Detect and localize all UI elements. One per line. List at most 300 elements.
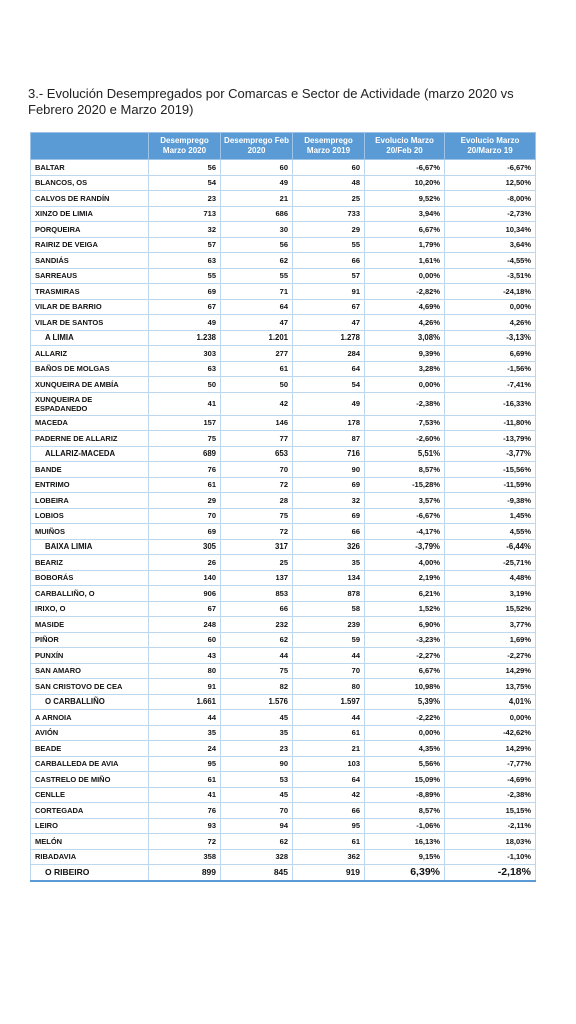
- municipality-cell: XUNQUEIRA DE AMBÍA: [31, 377, 149, 393]
- marzo-2019-cell: 61: [293, 834, 365, 850]
- evolucion-marzo-cell: -11,80%: [445, 415, 536, 431]
- feb-2020-cell: 328: [221, 849, 293, 865]
- municipality-cell: BAÑOS DE MOLGAS: [31, 361, 149, 377]
- evolucion-feb-cell: 16,13%: [365, 834, 445, 850]
- table-row: [31, 679, 536, 695]
- municipality-cell: CARBALLEDA DE AVIA: [31, 756, 149, 772]
- marzo-2020-cell: 1.238: [149, 330, 221, 346]
- table-row: [31, 346, 536, 362]
- marzo-2019-cell: 35: [293, 555, 365, 571]
- evolucion-marzo-cell: 12,50%: [445, 175, 536, 191]
- evolucion-marzo-cell: 1,69%: [445, 632, 536, 648]
- evolucion-feb-cell: 2,19%: [365, 570, 445, 586]
- evolucion-marzo-cell: 4,01%: [445, 694, 536, 710]
- evolucion-marzo-cell: -2,73%: [445, 206, 536, 222]
- evolucion-marzo-cell: -7,41%: [445, 377, 536, 393]
- feb-2020-cell: 82: [221, 679, 293, 695]
- marzo-2020-cell: 91: [149, 679, 221, 695]
- table-row: [31, 191, 536, 207]
- marzo-2019-cell: 64: [293, 772, 365, 788]
- municipality-cell: CASTRELO DE MIÑO: [31, 772, 149, 788]
- evolucion-feb-cell: 0,00%: [365, 377, 445, 393]
- feb-2020-cell: 232: [221, 617, 293, 633]
- feb-2020-cell: 277: [221, 346, 293, 362]
- marzo-2020-cell: 24: [149, 741, 221, 757]
- header-desemprego-marzo-2020: Desemprego Marzo 2020: [149, 133, 221, 160]
- marzo-2020-cell: 49: [149, 315, 221, 331]
- municipality-cell: VILAR DE BARRIO: [31, 299, 149, 315]
- evolucion-marzo-cell: -25,71%: [445, 555, 536, 571]
- evolucion-marzo-cell: 10,34%: [445, 222, 536, 238]
- feb-2020-cell: 75: [221, 508, 293, 524]
- marzo-2019-cell: 326: [293, 539, 365, 555]
- evolucion-marzo-cell: 14,29%: [445, 663, 536, 679]
- municipality-cell: ALLARIZ-MACEDA: [31, 446, 149, 462]
- table-row: [31, 710, 536, 726]
- evolucion-feb-cell: -2,27%: [365, 648, 445, 664]
- marzo-2020-cell: 60: [149, 632, 221, 648]
- evolucion-feb-cell: -2,38%: [365, 392, 445, 415]
- table-row: [31, 617, 536, 633]
- feb-2020-cell: 30: [221, 222, 293, 238]
- marzo-2020-cell: 55: [149, 268, 221, 284]
- marzo-2020-cell: 157: [149, 415, 221, 431]
- evolucion-feb-cell: 0,00%: [365, 725, 445, 741]
- evolucion-feb-cell: 10,20%: [365, 175, 445, 191]
- evolucion-feb-cell: -15,28%: [365, 477, 445, 493]
- evolucion-marzo-cell: -2,18%: [445, 865, 536, 881]
- feb-2020-cell: 317: [221, 539, 293, 555]
- table-row: [31, 493, 536, 509]
- table-row: [31, 818, 536, 834]
- evolucion-feb-cell: 10,98%: [365, 679, 445, 695]
- evolucion-marzo-cell: -1,56%: [445, 361, 536, 377]
- marzo-2019-cell: 49: [293, 392, 365, 415]
- evolucion-marzo-cell: -9,38%: [445, 493, 536, 509]
- feb-2020-cell: 25: [221, 555, 293, 571]
- evolucion-feb-cell: -3,79%: [365, 539, 445, 555]
- marzo-2019-cell: 64: [293, 361, 365, 377]
- evolucion-feb-cell: 5,56%: [365, 756, 445, 772]
- marzo-2020-cell: 713: [149, 206, 221, 222]
- evolucion-marzo-cell: 4,55%: [445, 524, 536, 540]
- marzo-2019-cell: 284: [293, 346, 365, 362]
- evolucion-feb-cell: 3,57%: [365, 493, 445, 509]
- evolucion-feb-cell: 7,53%: [365, 415, 445, 431]
- evolucion-marzo-cell: 15,52%: [445, 601, 536, 617]
- table-row: [31, 570, 536, 586]
- feb-2020-cell: 21: [221, 191, 293, 207]
- municipality-cell: CENLLE: [31, 787, 149, 803]
- header-desemprego-feb-2020: Desemprego Feb 2020: [221, 133, 293, 160]
- municipality-cell: ALLARIZ: [31, 346, 149, 362]
- evolucion-marzo-cell: -24,18%: [445, 284, 536, 300]
- marzo-2020-cell: 63: [149, 253, 221, 269]
- marzo-2020-cell: 35: [149, 725, 221, 741]
- table-row: [31, 756, 536, 772]
- comarca-total-row: [31, 694, 536, 710]
- municipality-cell: VILAR DE SANTOS: [31, 315, 149, 331]
- marzo-2020-cell: 61: [149, 772, 221, 788]
- table-row: [31, 431, 536, 447]
- evolucion-marzo-cell: -11,59%: [445, 477, 536, 493]
- evolucion-feb-cell: 6,67%: [365, 222, 445, 238]
- evolucion-marzo-cell: -15,56%: [445, 462, 536, 478]
- table-row: [31, 477, 536, 493]
- marzo-2019-cell: 919: [293, 865, 365, 881]
- municipality-cell: BOBORÁS: [31, 570, 149, 586]
- evolucion-marzo-cell: 0,00%: [445, 299, 536, 315]
- evolucion-feb-cell: 4,00%: [365, 555, 445, 571]
- municipality-cell: XINZO DE LIMIA: [31, 206, 149, 222]
- table-row: [31, 663, 536, 679]
- table-row: [31, 377, 536, 393]
- municipality-cell: CALVOS DE RANDÍN: [31, 191, 149, 207]
- unemployment-table: [30, 132, 536, 882]
- feb-2020-cell: 50: [221, 377, 293, 393]
- evolucion-marzo-cell: 13,75%: [445, 679, 536, 695]
- marzo-2019-cell: 57: [293, 268, 365, 284]
- feb-2020-cell: 71: [221, 284, 293, 300]
- municipality-cell: BEARIZ: [31, 555, 149, 571]
- table-row: [31, 160, 536, 176]
- marzo-2019-cell: 70: [293, 663, 365, 679]
- evolucion-marzo-cell: 18,03%: [445, 834, 536, 850]
- marzo-2020-cell: 69: [149, 524, 221, 540]
- feb-2020-cell: 42: [221, 392, 293, 415]
- evolucion-marzo-cell: -4,55%: [445, 253, 536, 269]
- marzo-2019-cell: 87: [293, 431, 365, 447]
- evolucion-feb-cell: 6,39%: [365, 865, 445, 881]
- table-row: [31, 849, 536, 865]
- evolucion-marzo-cell: -2,38%: [445, 787, 536, 803]
- marzo-2020-cell: 63: [149, 361, 221, 377]
- marzo-2020-cell: 76: [149, 803, 221, 819]
- municipality-cell: O RIBEIRO: [31, 865, 149, 881]
- marzo-2019-cell: 55: [293, 237, 365, 253]
- feb-2020-cell: 146: [221, 415, 293, 431]
- evolucion-feb-cell: 1,79%: [365, 237, 445, 253]
- marzo-2019-cell: 69: [293, 508, 365, 524]
- marzo-2020-cell: 689: [149, 446, 221, 462]
- evolucion-feb-cell: 9,52%: [365, 191, 445, 207]
- marzo-2020-cell: 305: [149, 539, 221, 555]
- marzo-2019-cell: 716: [293, 446, 365, 462]
- table-row: [31, 415, 536, 431]
- table-row: [31, 462, 536, 478]
- table-row: [31, 741, 536, 757]
- marzo-2019-cell: 54: [293, 377, 365, 393]
- municipality-cell: O CARBALLIÑO: [31, 694, 149, 710]
- feb-2020-cell: 45: [221, 787, 293, 803]
- evolucion-feb-cell: 3,94%: [365, 206, 445, 222]
- feb-2020-cell: 66: [221, 601, 293, 617]
- evolucion-feb-cell: -6,67%: [365, 508, 445, 524]
- marzo-2020-cell: 95: [149, 756, 221, 772]
- evolucion-feb-cell: 3,28%: [365, 361, 445, 377]
- feb-2020-cell: 90: [221, 756, 293, 772]
- municipality-cell: BANDE: [31, 462, 149, 478]
- evolucion-feb-cell: 8,57%: [365, 803, 445, 819]
- table-row: [31, 787, 536, 803]
- marzo-2019-cell: 66: [293, 524, 365, 540]
- evolucion-feb-cell: 5,39%: [365, 694, 445, 710]
- evolucion-marzo-cell: -6,44%: [445, 539, 536, 555]
- marzo-2019-cell: 60: [293, 160, 365, 176]
- marzo-2019-cell: 362: [293, 849, 365, 865]
- marzo-2019-cell: 134: [293, 570, 365, 586]
- evolucion-marzo-cell: 4,26%: [445, 315, 536, 331]
- municipality-cell: PIÑOR: [31, 632, 149, 648]
- marzo-2020-cell: 906: [149, 586, 221, 602]
- table-row: [31, 803, 536, 819]
- comarca-total-row: [31, 446, 536, 462]
- table-row: [31, 586, 536, 602]
- feb-2020-cell: 64: [221, 299, 293, 315]
- feb-2020-cell: 45: [221, 710, 293, 726]
- municipality-cell: CARBALLIÑO, O: [31, 586, 149, 602]
- table-row: [31, 299, 536, 315]
- evolucion-feb-cell: 1,61%: [365, 253, 445, 269]
- marzo-2019-cell: 61: [293, 725, 365, 741]
- municipality-cell: BALTAR: [31, 160, 149, 176]
- evolucion-feb-cell: -2,22%: [365, 710, 445, 726]
- evolucion-marzo-cell: -2,27%: [445, 648, 536, 664]
- municipality-cell: MASIDE: [31, 617, 149, 633]
- municipality-cell: MUIÑOS: [31, 524, 149, 540]
- marzo-2019-cell: 103: [293, 756, 365, 772]
- feb-2020-cell: 137: [221, 570, 293, 586]
- municipality-cell: A ARNOIA: [31, 710, 149, 726]
- evolucion-feb-cell: -2,82%: [365, 284, 445, 300]
- marzo-2019-cell: 69: [293, 477, 365, 493]
- table-row: [31, 361, 536, 377]
- evolucion-marzo-cell: -1,10%: [445, 849, 536, 865]
- feb-2020-cell: 94: [221, 818, 293, 834]
- table-row: [31, 555, 536, 571]
- evolucion-marzo-cell: -7,77%: [445, 756, 536, 772]
- feb-2020-cell: 653: [221, 446, 293, 462]
- header-desemprego-marzo-2019: Desemprego Marzo 2019: [293, 133, 365, 160]
- marzo-2020-cell: 358: [149, 849, 221, 865]
- header-municipality: [31, 133, 149, 160]
- marzo-2019-cell: 44: [293, 710, 365, 726]
- marzo-2020-cell: 93: [149, 818, 221, 834]
- feb-2020-cell: 686: [221, 206, 293, 222]
- table-row: [31, 524, 536, 540]
- table-row: [31, 834, 536, 850]
- feb-2020-cell: 845: [221, 865, 293, 881]
- header-evolucion-mar20-mar19: Evolucio Marzo 20/Marzo 19: [445, 133, 536, 160]
- marzo-2020-cell: 80: [149, 663, 221, 679]
- evolucion-feb-cell: -3,23%: [365, 632, 445, 648]
- table-header-row: [31, 133, 536, 160]
- marzo-2019-cell: 95: [293, 818, 365, 834]
- evolucion-marzo-cell: -3,77%: [445, 446, 536, 462]
- table-row: [31, 725, 536, 741]
- municipality-cell: TRASMIRAS: [31, 284, 149, 300]
- marzo-2020-cell: 140: [149, 570, 221, 586]
- evolucion-marzo-cell: 3,64%: [445, 237, 536, 253]
- municipality-cell: AVIÓN: [31, 725, 149, 741]
- evolucion-marzo-cell: -6,67%: [445, 160, 536, 176]
- marzo-2019-cell: 58: [293, 601, 365, 617]
- municipality-cell: RIBADAVIA: [31, 849, 149, 865]
- marzo-2019-cell: 67: [293, 299, 365, 315]
- marzo-2019-cell: 178: [293, 415, 365, 431]
- feb-2020-cell: 23: [221, 741, 293, 757]
- evolucion-feb-cell: -2,60%: [365, 431, 445, 447]
- table-row: [31, 284, 536, 300]
- municipality-cell: PORQUEIRA: [31, 222, 149, 238]
- feb-2020-cell: 56: [221, 237, 293, 253]
- feb-2020-cell: 75: [221, 663, 293, 679]
- table-row: [31, 632, 536, 648]
- feb-2020-cell: 44: [221, 648, 293, 664]
- feb-2020-cell: 77: [221, 431, 293, 447]
- evolucion-feb-cell: -6,67%: [365, 160, 445, 176]
- marzo-2020-cell: 44: [149, 710, 221, 726]
- evolucion-marzo-cell: -16,33%: [445, 392, 536, 415]
- feb-2020-cell: 61: [221, 361, 293, 377]
- evolucion-marzo-cell: 1,45%: [445, 508, 536, 524]
- table-row: [31, 648, 536, 664]
- table-row: [31, 253, 536, 269]
- feb-2020-cell: 35: [221, 725, 293, 741]
- evolucion-marzo-cell: 3,77%: [445, 617, 536, 633]
- municipality-cell: BEADE: [31, 741, 149, 757]
- table-row: [31, 392, 536, 415]
- marzo-2020-cell: 54: [149, 175, 221, 191]
- feb-2020-cell: 70: [221, 462, 293, 478]
- municipality-cell: SAN AMARO: [31, 663, 149, 679]
- marzo-2019-cell: 47: [293, 315, 365, 331]
- marzo-2019-cell: 29: [293, 222, 365, 238]
- evolucion-marzo-cell: -3,51%: [445, 268, 536, 284]
- feb-2020-cell: 47: [221, 315, 293, 331]
- marzo-2019-cell: 239: [293, 617, 365, 633]
- municipality-cell: BLANCOS, OS: [31, 175, 149, 191]
- marzo-2019-cell: 1.278: [293, 330, 365, 346]
- feb-2020-cell: 70: [221, 803, 293, 819]
- evolucion-marzo-cell: -8,00%: [445, 191, 536, 207]
- evolucion-marzo-cell: 6,69%: [445, 346, 536, 362]
- municipality-cell: SANDIÁS: [31, 253, 149, 269]
- comarca-total-row: [31, 539, 536, 555]
- marzo-2020-cell: 76: [149, 462, 221, 478]
- marzo-2019-cell: 91: [293, 284, 365, 300]
- feb-2020-cell: 1.576: [221, 694, 293, 710]
- table-row: [31, 772, 536, 788]
- municipality-cell: SARREAUS: [31, 268, 149, 284]
- marzo-2020-cell: 29: [149, 493, 221, 509]
- marzo-2020-cell: 56: [149, 160, 221, 176]
- marzo-2019-cell: 90: [293, 462, 365, 478]
- evolucion-marzo-cell: -42,62%: [445, 725, 536, 741]
- page-title: 3.- Evolución Desempregados por Comarcas e Sector de Actividade (marzo 2020 vs Febrero 2020 e Marzo 2019): [28, 86, 514, 117]
- municipality-cell: BAIXA LIMIA: [31, 539, 149, 555]
- municipality-cell: XUNQUEIRA DE ESPADANEDO: [31, 392, 149, 415]
- marzo-2020-cell: 26: [149, 555, 221, 571]
- marzo-2020-cell: 69: [149, 284, 221, 300]
- table-row: [31, 508, 536, 524]
- evolucion-feb-cell: 6,90%: [365, 617, 445, 633]
- municipality-cell: PUNXÍN: [31, 648, 149, 664]
- evolucion-feb-cell: -8,89%: [365, 787, 445, 803]
- feb-2020-cell: 55: [221, 268, 293, 284]
- marzo-2019-cell: 25: [293, 191, 365, 207]
- municipality-cell: CORTEGADA: [31, 803, 149, 819]
- table-row: [31, 315, 536, 331]
- feb-2020-cell: 49: [221, 175, 293, 191]
- marzo-2020-cell: 32: [149, 222, 221, 238]
- evolucion-marzo-cell: -3,13%: [445, 330, 536, 346]
- feb-2020-cell: 28: [221, 493, 293, 509]
- marzo-2020-cell: 899: [149, 865, 221, 881]
- marzo-2020-cell: 23: [149, 191, 221, 207]
- municipality-cell: SAN CRISTOVO DE CEA: [31, 679, 149, 695]
- evolucion-feb-cell: 8,57%: [365, 462, 445, 478]
- marzo-2020-cell: 70: [149, 508, 221, 524]
- municipality-cell: ENTRIMO: [31, 477, 149, 493]
- municipality-cell: A LIMIA: [31, 330, 149, 346]
- feb-2020-cell: 72: [221, 524, 293, 540]
- evolucion-marzo-cell: 3,19%: [445, 586, 536, 602]
- table-row: [31, 601, 536, 617]
- marzo-2020-cell: 75: [149, 431, 221, 447]
- marzo-2019-cell: 733: [293, 206, 365, 222]
- marzo-2020-cell: 43: [149, 648, 221, 664]
- evolucion-marzo-cell: 15,15%: [445, 803, 536, 819]
- marzo-2020-cell: 41: [149, 392, 221, 415]
- feb-2020-cell: 853: [221, 586, 293, 602]
- marzo-2019-cell: 32: [293, 493, 365, 509]
- marzo-2019-cell: 878: [293, 586, 365, 602]
- feb-2020-cell: 62: [221, 632, 293, 648]
- evolucion-feb-cell: -1,06%: [365, 818, 445, 834]
- evolucion-feb-cell: 6,21%: [365, 586, 445, 602]
- marzo-2019-cell: 44: [293, 648, 365, 664]
- marzo-2019-cell: 66: [293, 253, 365, 269]
- marzo-2020-cell: 1.661: [149, 694, 221, 710]
- municipality-cell: LOBEIRA: [31, 493, 149, 509]
- evolucion-feb-cell: 15,09%: [365, 772, 445, 788]
- marzo-2020-cell: 50: [149, 377, 221, 393]
- marzo-2020-cell: 61: [149, 477, 221, 493]
- evolucion-feb-cell: 4,26%: [365, 315, 445, 331]
- marzo-2019-cell: 59: [293, 632, 365, 648]
- municipality-cell: MACEDA: [31, 415, 149, 431]
- marzo-2019-cell: 42: [293, 787, 365, 803]
- table-body: [31, 160, 536, 881]
- evolucion-feb-cell: 0,00%: [365, 268, 445, 284]
- feb-2020-cell: 1.201: [221, 330, 293, 346]
- comarca-total-row: [31, 330, 536, 346]
- comarca-total-row: [31, 865, 536, 881]
- evolucion-feb-cell: 5,51%: [365, 446, 445, 462]
- evolucion-feb-cell: 9,39%: [365, 346, 445, 362]
- evolucion-marzo-cell: -2,11%: [445, 818, 536, 834]
- feb-2020-cell: 60: [221, 160, 293, 176]
- municipality-cell: LEIRO: [31, 818, 149, 834]
- table-row: [31, 237, 536, 253]
- feb-2020-cell: 53: [221, 772, 293, 788]
- marzo-2019-cell: 1.597: [293, 694, 365, 710]
- evolucion-feb-cell: 4,35%: [365, 741, 445, 757]
- feb-2020-cell: 62: [221, 253, 293, 269]
- evolucion-feb-cell: -4,17%: [365, 524, 445, 540]
- marzo-2020-cell: 303: [149, 346, 221, 362]
